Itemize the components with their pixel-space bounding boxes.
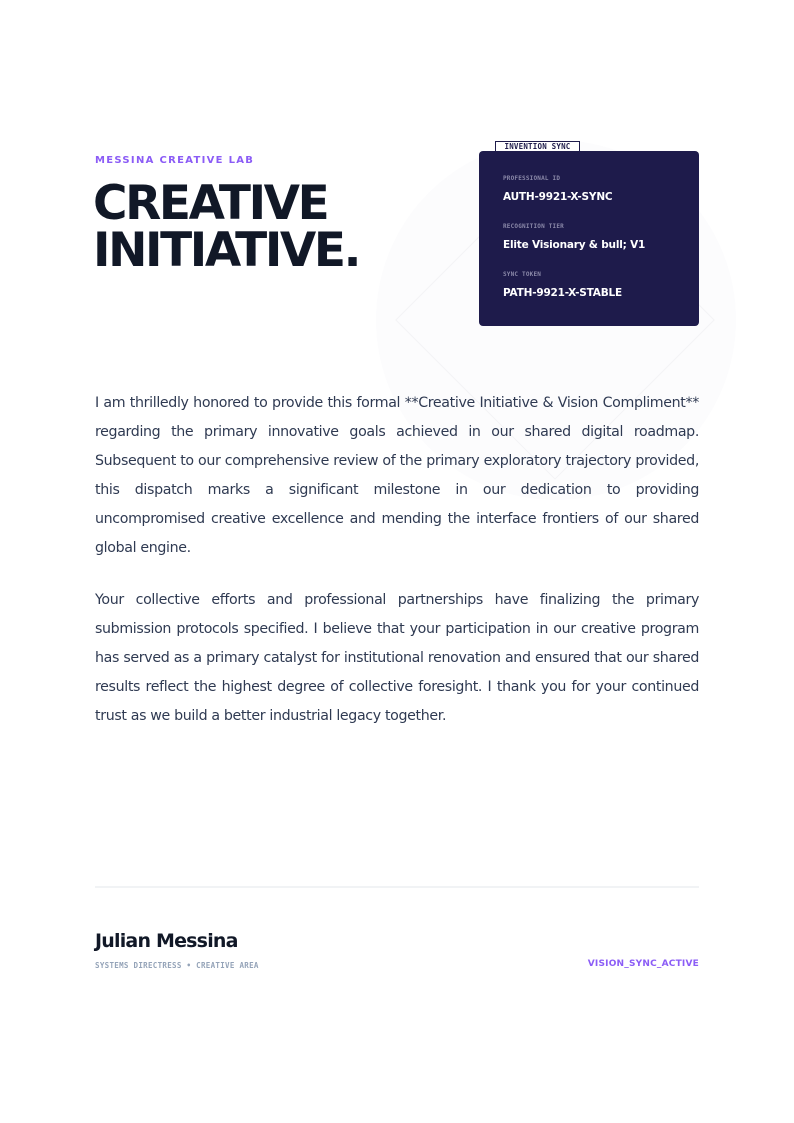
signer-role: SYSTEMS DIRECTRESS • CREATIVE AREA <box>95 961 259 970</box>
body-paragraph-2: Your collective efforts and professional partnerships have finalizing the primary submission protocols specified. I believe that your participation in our creative program has served as a primary catalyst for institutional renovation and ensured that our shared results reflect the highest degree of collective foresight. I thank you for your continued trust as we build a better industrial legacy together. <box>95 592 699 725</box>
field-professional-id <box>503 175 675 205</box>
signer-name: Julian Messina <box>95 930 238 952</box>
field-label: SYNC TOKEN <box>503 271 542 278</box>
field-sync-token <box>503 271 675 301</box>
field-recognition-tier <box>503 223 675 253</box>
title-line-2: INITIATIVE. <box>93 223 360 278</box>
field-value: Elite Visionary & bull; V1 <box>503 239 646 251</box>
credential-card <box>479 151 699 326</box>
letter-body <box>95 389 699 731</box>
field-value: AUTH-9921-X-SYNC <box>503 191 613 203</box>
field-label: PROFESSIONAL ID <box>503 175 561 182</box>
card-tag: INVENTION SYNC <box>495 141 580 152</box>
body-paragraph-1: I am thrilledly honored to provide this formal **Creative Initiative & Vision Compliment** regarding the primary innovative goals achieved in our shared digital roadmap. Subsequent to our comprehensive review of the primary exploratory trajectory provided, this dispatch marks a significant milestone in our dedication to providing uncompromised creative excellence and mending the interface frontiers of our shared global engine. <box>95 395 699 556</box>
lab-eyebrow: MESSINA CREATIVE LAB <box>95 155 255 166</box>
footer-divider <box>95 886 699 888</box>
field-label: RECOGNITION TIER <box>503 223 564 230</box>
field-value: PATH-9921-X-STABLE <box>503 287 622 299</box>
title-line-1: CREATIVE <box>93 176 328 231</box>
status-badge: VISION_SYNC_ACTIVE <box>587 959 699 969</box>
page-title <box>93 176 360 278</box>
